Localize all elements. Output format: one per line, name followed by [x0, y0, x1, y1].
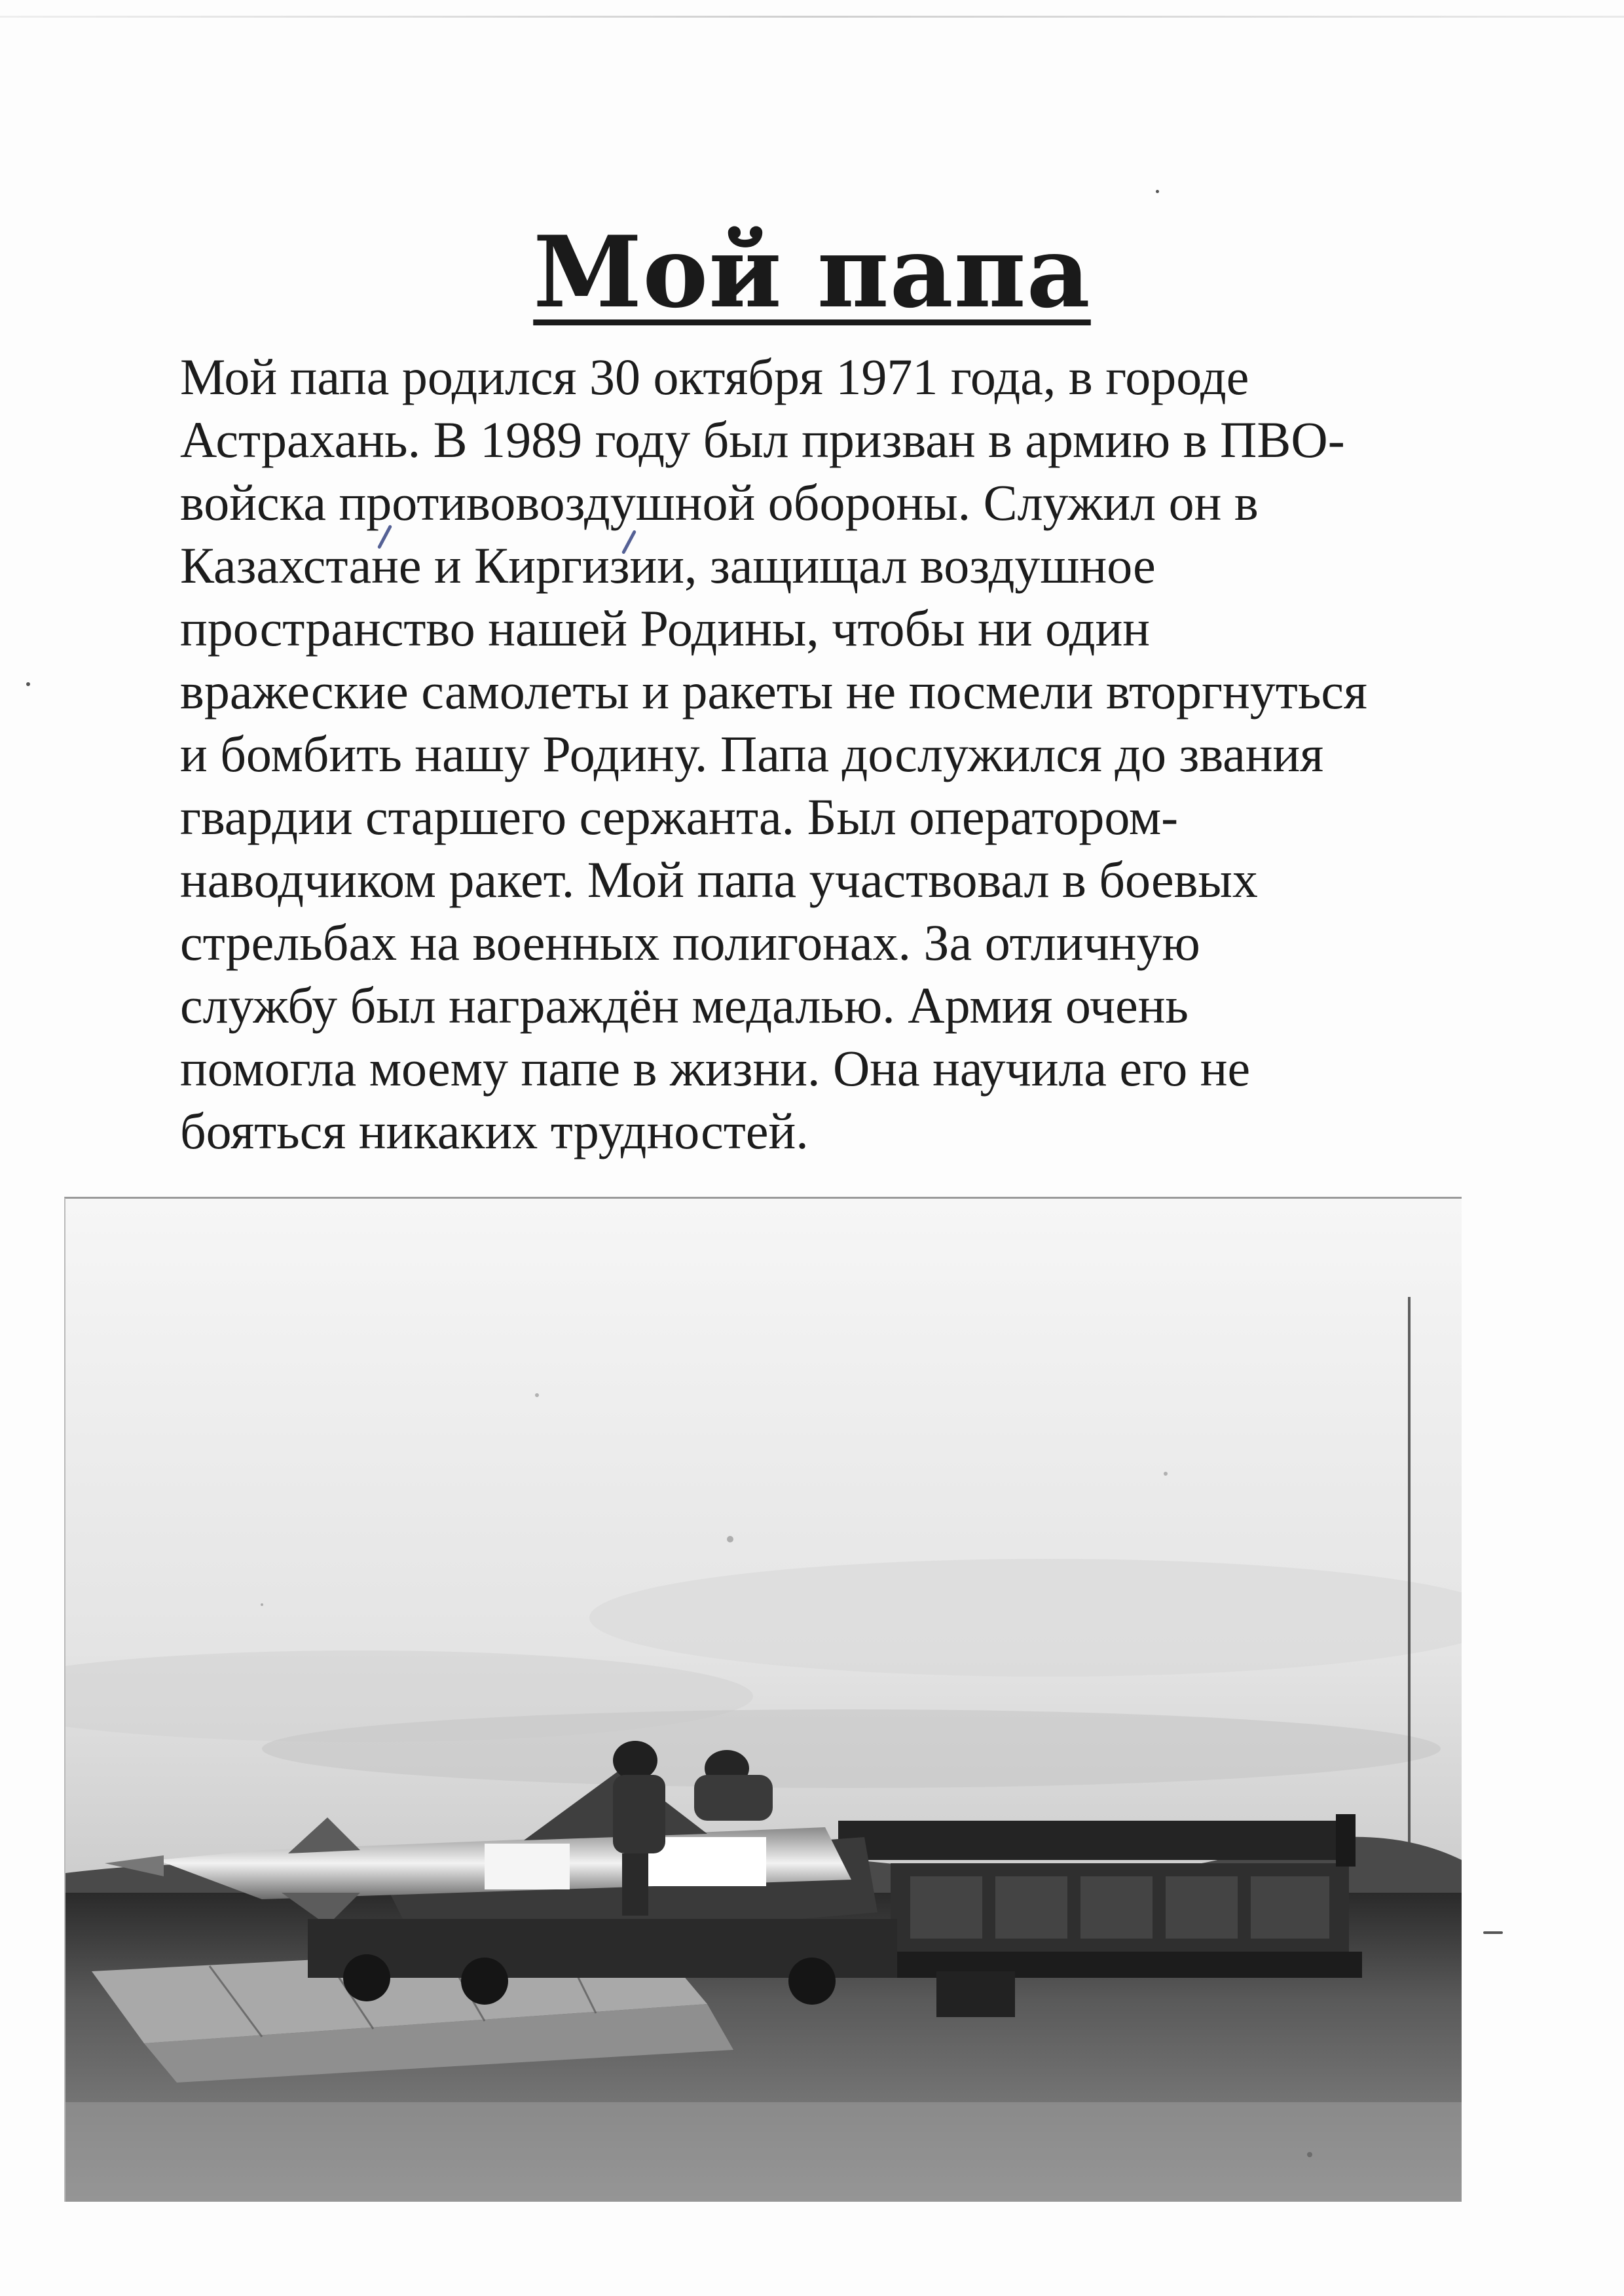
paragraph-line: войска противовоздушной обороны. Служил он в [180, 474, 1259, 531]
paragraph-line: помогла моему папе в жизни. Она научила его не [180, 1040, 1251, 1097]
paragraph-line: пространство нашей Родины, чтобы ни один [180, 600, 1151, 657]
soldier-body [613, 1775, 665, 1853]
missile-launcher-photo [65, 1199, 1462, 2202]
story-paragraph [180, 346, 1490, 1163]
launcher-rail [838, 1821, 1349, 1860]
paragraph-line: Астрахань. В 1989 году был призван в армию в ПВО- [180, 411, 1345, 468]
paragraph-line: бояться никаких трудностей. [180, 1102, 809, 1159]
scan-speck [1483, 1931, 1503, 1934]
paragraph-line: службу был награждён медалью. Армия очень [180, 977, 1189, 1034]
soldier-leg [622, 1853, 648, 1916]
grass [65, 2102, 1462, 2202]
page-title: Мой папа [533, 214, 1091, 330]
paragraph-line: и бомбить нашу Родину. Папа дослужился до звания [180, 725, 1324, 782]
soldier-head [613, 1741, 657, 1780]
military-photo [64, 1197, 1462, 2202]
chassis-panels [910, 1876, 1329, 1939]
paragraph-line: Мой папа родился 30 октября 1971 года, в городе [180, 348, 1249, 405]
paragraph-line: вражеские самолеты и ракеты не посмели вторгнуться [180, 663, 1367, 720]
paragraph-line: наводчиком ракет. Мой папа участвовал в боевых [180, 851, 1258, 908]
paragraph-line: стрельбах на военных полигонах. За отличную [180, 914, 1200, 971]
missile-band [648, 1837, 766, 1886]
launcher-pedestal [936, 1971, 1015, 2017]
paragraph-line: Казахстане и Киргизии, защищал воздушное [180, 537, 1156, 594]
rail-end [1336, 1814, 1356, 1867]
scan-speck [1156, 190, 1159, 193]
scan-speck [26, 682, 30, 686]
missile-band [485, 1844, 570, 1889]
soldier-body [694, 1775, 773, 1821]
paragraph-line: гвардии старшего сержанта. Был оператором- [180, 788, 1179, 845]
scan-edge-line [0, 16, 1624, 18]
cloud [262, 1709, 1441, 1788]
